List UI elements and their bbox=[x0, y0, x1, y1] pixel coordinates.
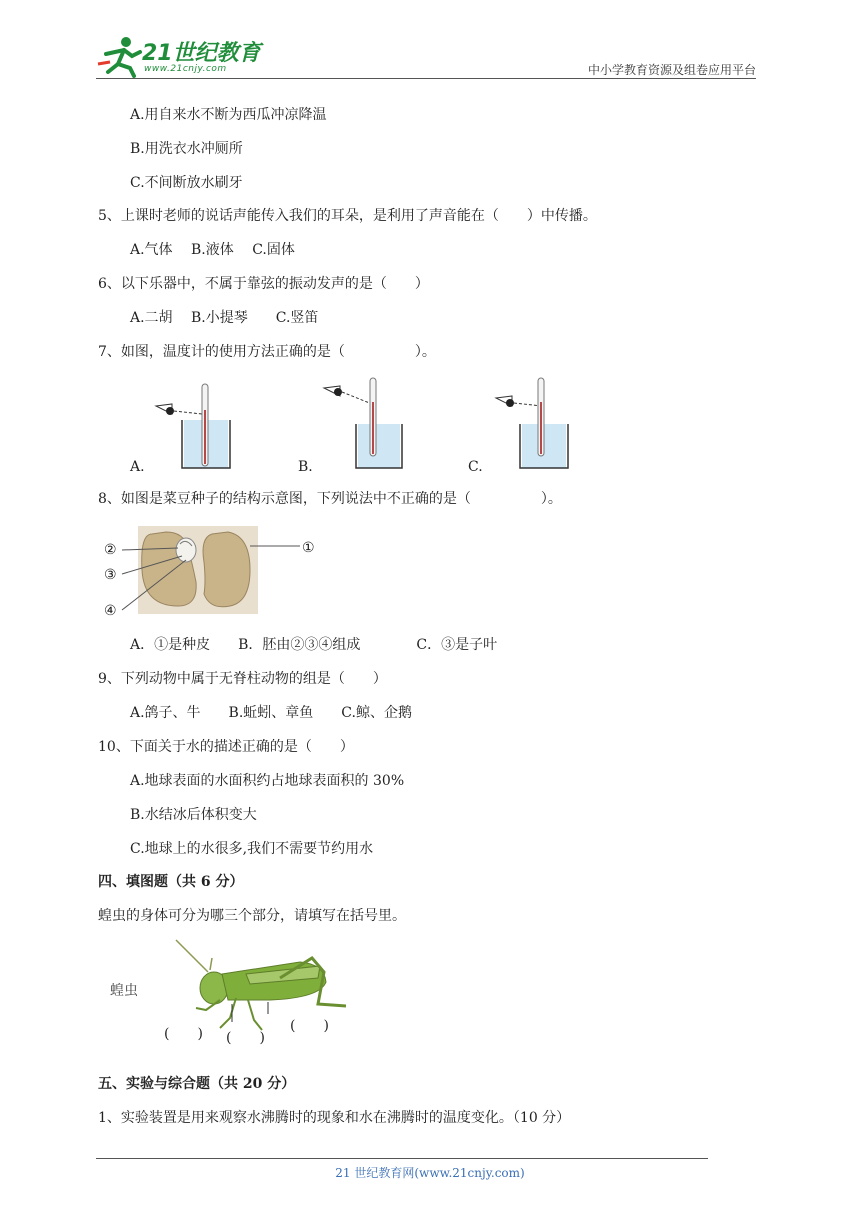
seed-label-4: ④ bbox=[104, 603, 117, 619]
seed-label-2: ② bbox=[104, 542, 117, 558]
thermometer-figure-b bbox=[318, 376, 408, 472]
grasshopper-illustration bbox=[150, 938, 360, 1048]
logo-url: www.21cnjy.com bbox=[144, 64, 227, 74]
site-logo bbox=[96, 34, 266, 78]
q10-option-c: C.地球上的水很多,我们不需要节约用水 bbox=[130, 841, 374, 857]
q9-stem: 9、下列动物中属于无脊柱动物的组是（ ） bbox=[98, 671, 387, 687]
q10-stem: 10、下面关于水的描述正确的是（ ） bbox=[98, 739, 354, 755]
svg-text:( ): ( ) bbox=[290, 1018, 329, 1034]
bean-seed-diagram bbox=[100, 522, 330, 622]
q7-figure-b-label: B. bbox=[298, 459, 313, 475]
section-5-question-1: 1、实验装置是用来观察水沸腾时的现象和水在沸腾时的温度变化。（10 分） bbox=[98, 1110, 571, 1126]
thermometer-figure-c bbox=[490, 376, 580, 472]
q4-option-a: A.用自来水不断为西瓜冲凉降温 bbox=[130, 107, 327, 123]
q6-options: A.二胡 B.小提琴 C.竖笛 bbox=[130, 310, 319, 326]
q7-figure-c-label: C. bbox=[468, 459, 483, 475]
footer-link[interactable]: 21 世纪教育网(www.21cnjy.com) bbox=[335, 1166, 525, 1180]
seed-label-3: ③ bbox=[104, 567, 117, 583]
runner-logo-icon bbox=[96, 34, 144, 78]
logo-text: 21世纪教育 bbox=[142, 41, 261, 66]
svg-text:( ): ( ) bbox=[164, 1026, 203, 1042]
seed-label-1: ① bbox=[302, 540, 315, 556]
thermometer-figure-a bbox=[150, 380, 240, 472]
footer-divider bbox=[96, 1158, 708, 1159]
section-4-title: 四、填图题（共 6 分） bbox=[98, 874, 244, 890]
q8-options: A．①是种皮 B．胚由②③④组成 C．③是子叶 bbox=[130, 637, 498, 653]
q5-stem: 5、上课时老师的说话声能传入我们的耳朵，是利用了声音能在（ ）中传播。 bbox=[98, 208, 597, 224]
q6-stem: 6、以下乐器中，不属于靠弦的振动发声的是（ ） bbox=[98, 276, 429, 292]
q7-figure-a-label: A. bbox=[130, 459, 145, 475]
header-divider bbox=[96, 78, 756, 79]
section-4-prompt: 蝗虫的身体可分为哪三个部分，请填写在括号里。 bbox=[98, 908, 406, 924]
q8-stem: 8、如图是菜豆种子的结构示意图，下列说法中不正确的是（ ）。 bbox=[98, 491, 562, 507]
q9-options: A.鸽子、牛 B.蚯蚓、章鱼 C.鲸、企鹅 bbox=[130, 705, 412, 721]
q5-options: A.气体 B.液体 C.固体 bbox=[130, 242, 295, 258]
q4-option-b: B.用洗衣水冲厕所 bbox=[130, 141, 243, 157]
header-platform-text: 中小学教育资源及组卷应用平台 bbox=[587, 63, 756, 77]
q10-option-b: B.水结冰后体积变大 bbox=[130, 807, 257, 823]
q4-option-c: C.不间断放水刷牙 bbox=[130, 175, 243, 191]
q10-option-a: A.地球表面的水面积约占地球表面积的 30% bbox=[130, 773, 405, 789]
svg-text:( ): ( ) bbox=[226, 1030, 265, 1046]
grasshopper-label: 蝗虫 bbox=[110, 983, 138, 999]
section-5-title: 五、实验与综合题（共 20 分） bbox=[98, 1076, 296, 1092]
q7-stem: 7、如图，温度计的使用方法正确的是（ ）。 bbox=[98, 344, 436, 360]
